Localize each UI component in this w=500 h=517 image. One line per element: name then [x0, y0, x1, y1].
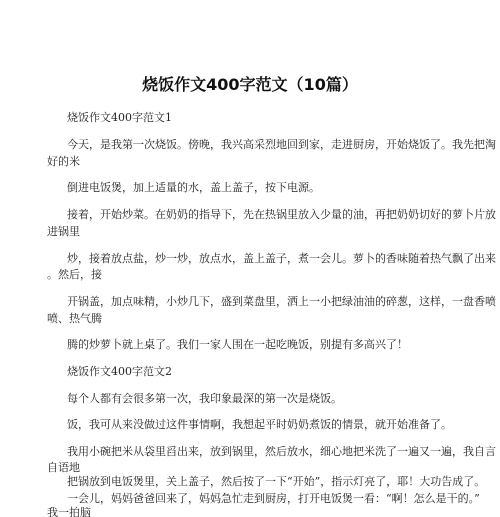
paragraph-line: 开锅盖，加点味精，小炒几下，盛到菜盘里，洒上一小把绿油油的碎葱，这样，一盘香喷	[67, 295, 496, 308]
section-heading-2: 烧饭作文400字范文2	[67, 365, 172, 378]
paragraph-line: 自语地	[47, 461, 80, 474]
section-heading-1: 烧饭作文400字范文1	[67, 111, 172, 124]
paragraph-line: 。然后，接	[47, 268, 102, 281]
paragraph-line: 一会儿，妈妈爸爸回来了，妈妈急忙走到厨房，打开电饭煲一看：“啊！怎么是干的。”	[67, 492, 480, 505]
paragraph-line: 每个人都有会很多第一次，我印象最深的第一次是烧饭。	[67, 392, 342, 405]
paragraph-line: 炒，接着放点盐，炒一炒，放点水，盖上盖子，煮一会儿。萝卜的香味随着热气飘了出来	[67, 252, 496, 265]
paragraph-line: 接着，开始炒菜。在奶奶的指导下，先在热锅里放入少量的油，再把奶奶切好的萝卜片放	[67, 208, 496, 221]
document-title: 烧饭作文400字范文（10篇）	[142, 75, 358, 94]
paragraph-line: 倒进电饭煲，加上适量的水，盖上盖子，按下电源。	[67, 181, 320, 194]
paragraph-line: 进锅里	[47, 225, 80, 238]
paragraph-line: 今天，是我第一次烧饭。傍晚，我兴高采烈地回到家，走进厨房，开始烧饭了。我先把淘	[67, 138, 496, 151]
paragraph-line: 把锅放到电饭煲里，关上盖子，然后按了一下“开始”，指示灯亮了，耶！大功告成了。	[67, 475, 486, 488]
paragraph-line: 腾的炒萝卜就上桌了。我们一家人围在一起吃晚饭，别提有多高兴了！	[67, 338, 408, 351]
paragraph-line: 我用小碗把米从袋里舀出来，放到锅里，然后放水，细心地把米洗了一遍又一遍，我自言	[67, 445, 496, 458]
paragraph-line: 饭，我可从来没做过这件事情啊，我想起平时奶奶煮饭的情景，就开始准备了。	[67, 418, 452, 431]
paragraph-line: 好的米	[47, 155, 80, 168]
paragraph-line: 喷、热气腾	[47, 312, 102, 325]
paragraph-line: 我一拍脑	[47, 506, 91, 517]
